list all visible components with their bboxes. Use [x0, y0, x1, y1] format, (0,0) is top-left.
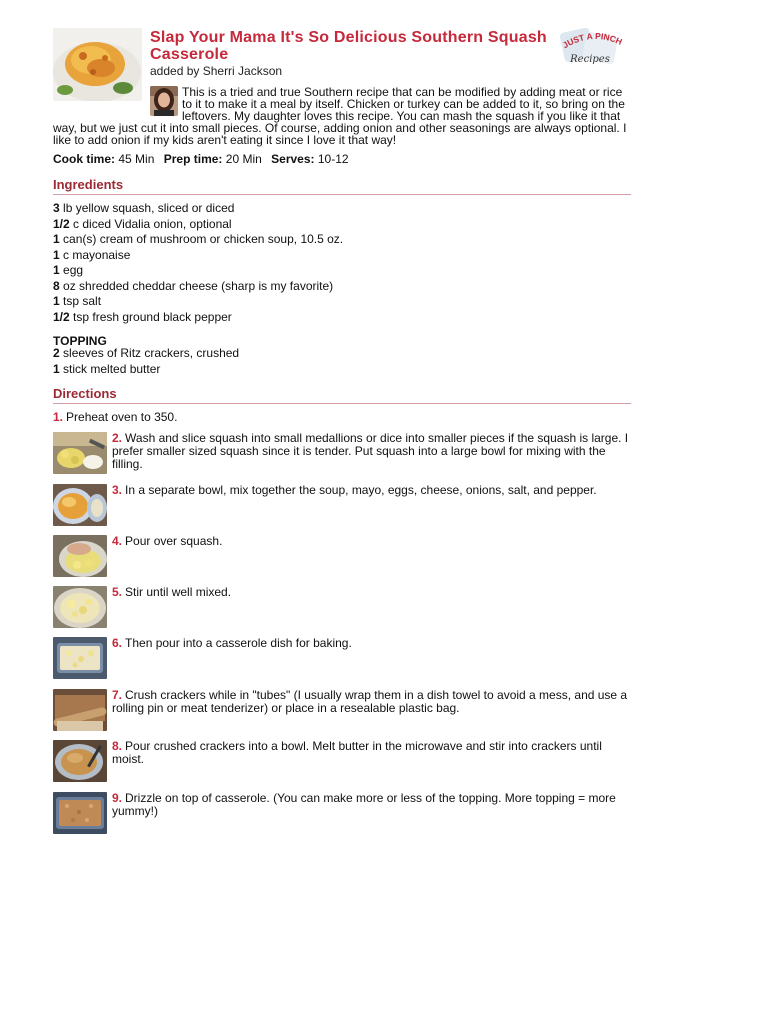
serves-value: 10-12 [317, 152, 349, 166]
step-number: 2. [112, 431, 123, 445]
step-text [112, 484, 632, 497]
ingredient-text: tsp fresh ground black pepper [69, 309, 232, 324]
step-photo [53, 535, 107, 577]
recipe-intro [53, 86, 631, 146]
step-body: Pour over squash. [125, 534, 223, 548]
ingredient-text: c diced Vidalia onion, optional [69, 216, 232, 231]
ingredient-qty: 1 [53, 294, 60, 308]
step-text [53, 411, 573, 424]
step-body: In a separate bowl, mix together the soup, mayo, eggs, cheese, onions, salt, and pepper. [125, 483, 597, 497]
step-photo [53, 740, 107, 782]
ingredient-item [53, 310, 343, 326]
intro-text: This is a tried and true Southern recipe that can be modified by adding meat or rice to it to make it a meal by itself. Chicken or turkey can be added to it, so bring on the leftovers. My daughter loves this recipe. You can mash the squash if you like it that way, but we just cut it into small pieces. Of course, adding onion and other seasonings are always optional. I like to add onion if my kids aren't eating it since I love it that way! [53, 85, 627, 147]
ingredient-item [53, 346, 239, 362]
ingredient-item [53, 362, 239, 378]
ingredient-qty: 1/2 [53, 309, 70, 324]
step-body: Wash and slice squash into small medallions or dice into smaller pieces if the squash is large. I prefer smaller sized squash since it is tender. Put squash into a large bowl for mixing with the filling. [112, 431, 629, 471]
step-number: 5. [112, 585, 123, 599]
step-photo [53, 637, 107, 679]
step-body: Crush crackers while in "tubes" (I usually wrap them in a dish towel to avoid a mess, and use a rolling pin or meat tenderizer) or place in a resealable plastic bag. [112, 688, 628, 715]
ingredient-text: tsp salt [59, 294, 102, 308]
step-number: 8. [112, 739, 123, 753]
step-body: Pour crushed crackers into a bowl. Melt butter in the microwave and stir into crackers until moist. [112, 739, 602, 766]
cook-time-value: 45 Min [118, 152, 155, 166]
step-text [112, 432, 632, 471]
step-body: Drizzle on top of casserole. (You can make more or less of the topping. More topping = more yummy!) [112, 791, 616, 818]
topping-list [53, 346, 239, 377]
intro-avatar-spacer [53, 86, 182, 117]
ingredient-item [53, 201, 343, 217]
ingredient-item [53, 248, 343, 264]
ingredient-item [53, 263, 343, 279]
step-number: 7. [112, 688, 123, 702]
ingredient-qty: 1 [53, 247, 60, 262]
ingredient-item [53, 232, 343, 248]
ingredient-text: egg [59, 263, 84, 277]
step-number: 4. [112, 534, 123, 548]
ingredient-item [53, 217, 343, 233]
svg-text:Recipes: Recipes [570, 54, 610, 65]
step-text [112, 792, 632, 818]
step-number: 9. [112, 791, 123, 805]
step-photo [53, 432, 107, 474]
ingredient-qty: 1 [53, 232, 60, 246]
ingredient-qty: 1 [53, 263, 60, 277]
author-line: added by Sherri Jackson [150, 64, 283, 78]
step-number: 1. [53, 410, 64, 424]
prep-time-label: Prep time: [163, 152, 223, 166]
step-number: 3. [112, 483, 123, 497]
step-text [112, 689, 632, 715]
ingredient-qty: 1/2 [53, 216, 70, 231]
step-photo [53, 689, 107, 731]
just-a-pinch-logo [552, 26, 632, 70]
serves-label: Serves: [271, 152, 315, 166]
prep-time-value: 20 Min [225, 152, 262, 166]
ingredient-qty: 2 [53, 346, 60, 360]
ingredient-text: stick melted butter [59, 361, 161, 376]
ingredients-heading-text: Ingredients [53, 177, 124, 192]
directions-heading [53, 387, 631, 404]
recipe-meta [53, 152, 355, 166]
ingredient-text: oz shredded cheddar cheese (sharp is my favorite) [59, 278, 334, 293]
step-text [112, 740, 632, 766]
step-text [112, 637, 632, 650]
ingredients-heading [53, 178, 631, 195]
step-body: Preheat oven to 350. [66, 410, 178, 424]
ingredient-text: can(s) cream of mushroom or chicken soup, 10.5 oz. [59, 232, 344, 246]
ingredient-text: sleeves of Ritz crackers, crushed [59, 346, 240, 360]
step-photo [53, 484, 107, 526]
ingredient-text: c mayonaise [59, 247, 131, 262]
ingredients-list [53, 201, 343, 325]
step-photo [53, 586, 107, 628]
ingredient-text: lb yellow squash, sliced or diced [59, 201, 235, 215]
step-text [112, 535, 632, 548]
ingredient-qty: 8 [53, 278, 60, 293]
step-body: Stir until well mixed. [125, 585, 232, 599]
topping-heading: TOPPING [53, 334, 107, 348]
cook-time-label: Cook time: [53, 152, 116, 166]
recipe-title: Slap Your Mama It's So Delicious Southern Squash Casserole [150, 29, 547, 63]
ingredient-qty: 3 [53, 201, 60, 215]
ingredient-qty: 1 [53, 361, 60, 376]
step-photo [53, 792, 107, 834]
step-body: Then pour into a casserole dish for baking. [125, 636, 352, 650]
step-text [112, 586, 632, 599]
directions-heading-text: Directions [53, 386, 117, 401]
step-number: 6. [112, 636, 123, 650]
svg-text:JUST A PINCH: JUST A PINCH [560, 30, 624, 51]
ingredient-item [53, 294, 343, 310]
ingredient-item [53, 279, 343, 295]
